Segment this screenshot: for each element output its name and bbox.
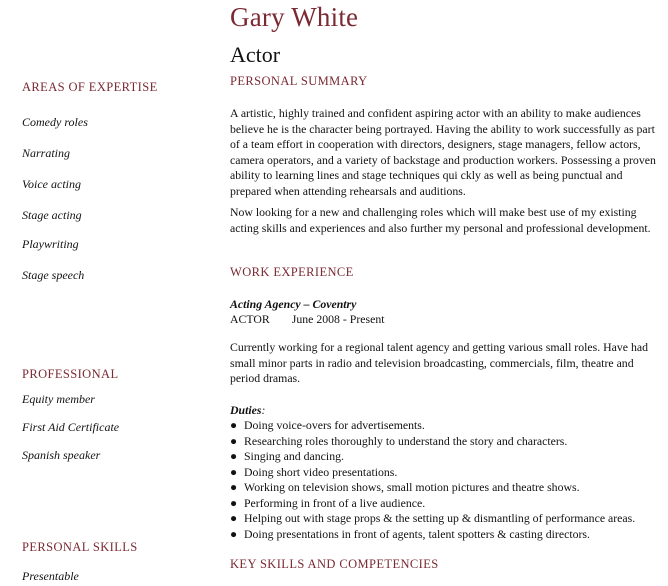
professional-heading: PROFESSIONAL — [22, 367, 119, 381]
role-title: ACTOR — [230, 312, 270, 326]
duty-text: Doing presentations in front of agents, talent spotters & casting directors. — [244, 526, 590, 541]
duty-item — [230, 480, 660, 496]
duty-text: Doing voice-overs for advertisements. — [244, 418, 425, 432]
duty-item — [230, 496, 660, 512]
duties-list — [230, 418, 660, 542]
personal-skill-item: Presentable — [22, 569, 79, 583]
duty-item — [230, 449, 660, 465]
bullet-icon: ● — [230, 511, 238, 525]
duty-text: Helping out with stage props & the setting up & dismantling of performance areas. — [244, 511, 636, 525]
expertise-item: Stage acting — [22, 208, 82, 222]
expertise-item: Narrating — [22, 146, 71, 160]
company-name: Acting Agency – Coventry — [230, 297, 357, 311]
duties-label-colon: : — [261, 403, 266, 417]
duty-item — [230, 434, 660, 450]
duty-text: Singing and dancing. — [244, 449, 344, 463]
key-skills-heading: KEY SKILLS AND COMPETENCIES — [230, 557, 439, 571]
experience-description: Currently working for a regional talent agency and getting various small roles. Have had small minor parts in radio and television broadcasting, commercials, film, theatre and period dramas. — [230, 340, 649, 385]
areas-of-expertise-heading: AREAS OF EXPERTISE — [22, 80, 158, 94]
bullet-icon: ● — [230, 480, 238, 494]
professional-item: First Aid Certificate — [22, 420, 120, 434]
expertise-item: Comedy roles — [22, 115, 88, 129]
role-dates: June 2008 - Present — [291, 312, 385, 326]
work-experience-heading: WORK EXPERIENCE — [230, 265, 354, 279]
duties-label — [230, 403, 265, 418]
professional-item: Spanish speaker — [22, 448, 101, 462]
expertise-item: Voice acting — [22, 177, 81, 191]
summary-paragraph: Now looking for a new and challenging roles which will make best use of my existing acting skills and experiences and also further my personal and professional development. — [230, 205, 651, 235]
bullet-icon: ● — [230, 449, 238, 463]
duty-text: Researching roles thoroughly to understand the story and characters. — [244, 433, 568, 448]
duty-item — [230, 465, 660, 481]
duty-item — [230, 511, 660, 527]
personal-skills-heading: PERSONAL SKILLS — [22, 540, 138, 554]
job-title: Actor — [230, 42, 281, 67]
duty-item — [230, 418, 660, 434]
role-line — [230, 312, 385, 327]
bullet-icon: ● — [230, 464, 238, 479]
personal-summary-heading: PERSONAL SUMMARY — [230, 74, 368, 88]
duty-text: Doing short video presentations. — [244, 464, 398, 479]
summary-paragraph: A artistic, highly trained and confident aspiring actor with an ability to make audiences believe he is the character being portrayed. Having the ability to work successfully as part of a team effort in cooperation with directors, designers, stage managers, fellow actors, camera operators, and a variety of backstage and production workers. Possessing a proven ability to learning lines and stage techniques qui ckly as well as being punctual and prepared when attending rehearsals and auditions. — [230, 106, 656, 198]
candidate-name: Gary White — [230, 2, 359, 32]
bullet-icon: ● — [230, 418, 238, 432]
bullet-icon: ● — [230, 495, 238, 510]
duty-text: Performing in front of a live audience. — [244, 495, 426, 510]
expertise-item: Stage speech — [22, 268, 85, 282]
bullet-icon: ● — [230, 526, 238, 541]
bullet-icon: ● — [230, 433, 238, 448]
expertise-item: Playwriting — [22, 237, 79, 251]
duty-text: Working on television shows, small motion pictures and theatre shows. — [244, 480, 580, 494]
duties-label-text: Duties — [230, 403, 262, 417]
duty-item — [230, 527, 660, 543]
professional-item: Equity member — [22, 392, 95, 406]
